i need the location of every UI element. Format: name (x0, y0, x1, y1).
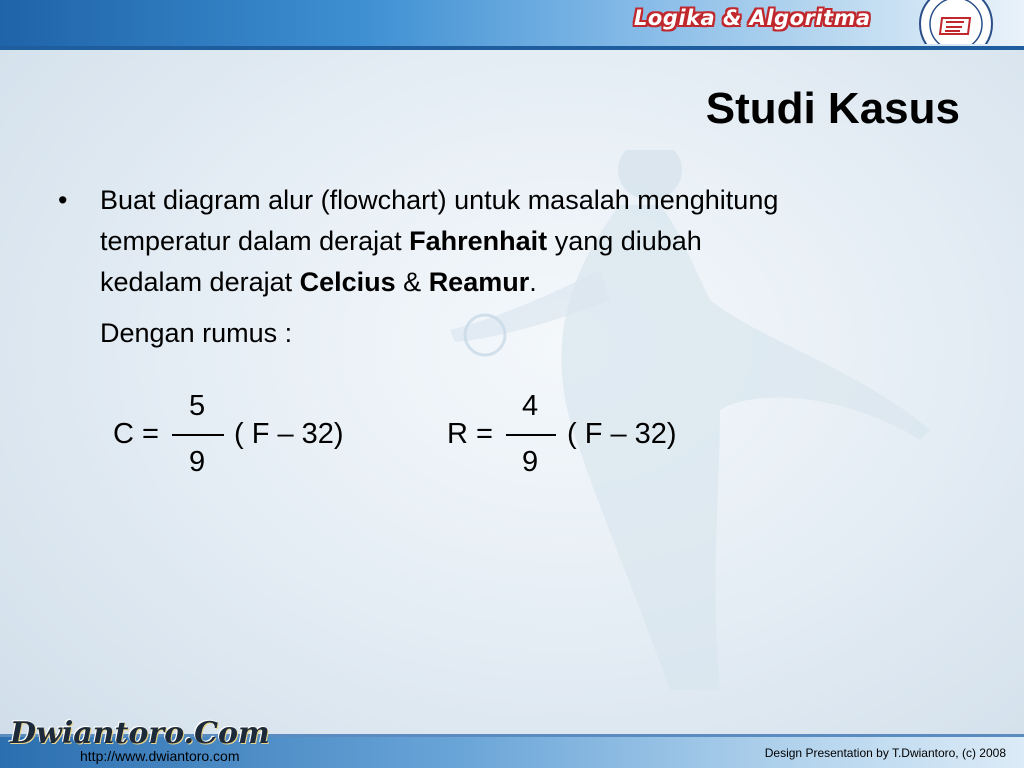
bullet-line-2-pre: temperatur dalam derajat (100, 226, 410, 256)
bullet-text (100, 180, 978, 354)
bullet-line-1-text: Buat diagram alur (flowchart) untuk masalah menghitung (100, 185, 779, 215)
header-divider (0, 46, 1024, 50)
formula-celcius-lhs: C = (113, 418, 159, 450)
brand-logo: Dwiantoro.Com (10, 716, 270, 751)
course-title: Logika & Algoritma (634, 6, 871, 30)
term-reamur: Reamur (428, 267, 530, 297)
bullet-marker: • (58, 185, 68, 215)
bullet-line-3-pre: kedalam derajat (100, 267, 300, 297)
formula-reamur-numerator: 4 (522, 390, 539, 422)
formula-celcius-fraction-bar (172, 434, 224, 436)
bullet-line-3 (100, 262, 978, 303)
formula-reamur-lhs: R = (447, 418, 493, 450)
design-credit: Design Presentation by T.Dwiantoro, (c) 2008 (764, 746, 1006, 760)
bsi-logo-icon (918, 0, 998, 44)
formula-celcius-rhs: ( F – 32) (234, 418, 344, 450)
bullet-line-3-post: . (529, 267, 537, 297)
term-fahrenhait: Fahrenhait (409, 226, 548, 256)
bullet-line-3-mid: & (395, 267, 429, 297)
formula-intro: Dengan rumus : (100, 318, 293, 348)
formula-celcius-denominator: 9 (189, 446, 206, 478)
bullet-block (58, 180, 978, 354)
bullet-line-1 (100, 180, 978, 221)
slide-title: Studi Kasus (705, 84, 960, 133)
formula-celcius-numerator: 5 (189, 390, 206, 422)
term-celcius: Celcius (299, 267, 396, 297)
formula-reamur-rhs: ( F – 32) (567, 418, 677, 450)
bullet-line-2 (100, 221, 978, 262)
bullet-line-2-post: yang diubah (547, 226, 702, 256)
formula-reamur-fraction-bar (506, 434, 556, 436)
formula-reamur-denominator: 9 (522, 446, 539, 478)
website-link[interactable]: http://www.dwiantoro.com (80, 748, 240, 764)
